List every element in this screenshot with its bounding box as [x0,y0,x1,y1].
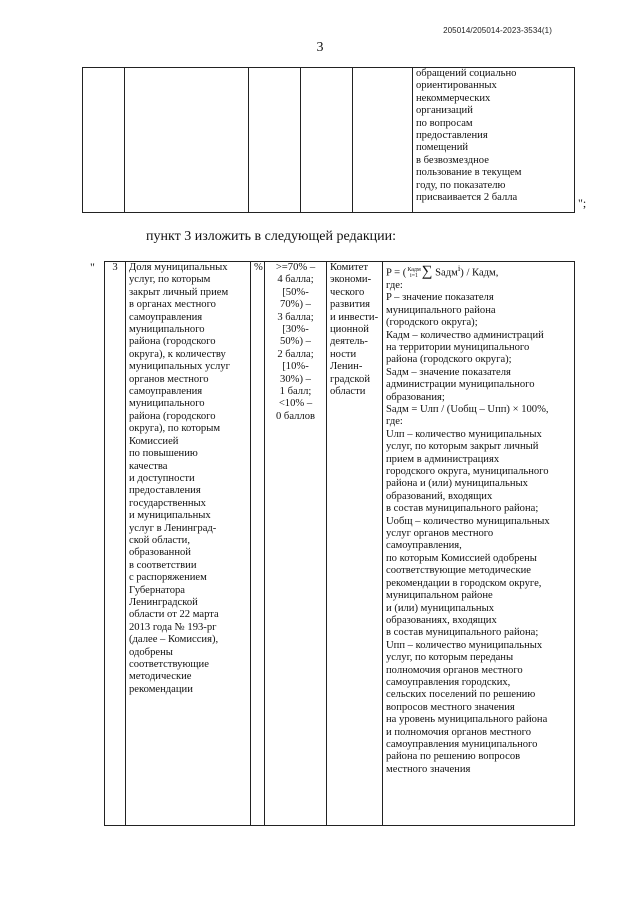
sum-limits [407,267,420,279]
formula-rhs: ) / Кадм, [460,267,499,279]
formula-description: где: P – значение показателя муниципального района (городского округа); Кадм – количество администраций на территории муниципального района (городского округа); Sадм – значение показателя администрации муниципального образования; Sадм = Uлп / (Uобщ – Uпп) × 100%, где: Uлп – количество муниципальных услуг, по которым закрыт личный прием в администрациях городского округа, муниципального района и (или) муниципальных образований, входящих в состав муниципального района; Uобщ – количество муниципальных услуг органов местного самоуправления, по которым Комиссией одобрены соответствующие методические рекомендации в городском округе, муниципальном районе и (или) муниципальных образованиях, входящих в состав муниципального района; Uпп – количество муниципальных услуг, по которым переданы полномочия органов местного самоуправления городских, сельских поселений по решению вопросов местного значения на уровень муниципального района и полномочия органов местного самоуправления муниципального района по решению вопросов местного значения [386,279,550,775]
calculation-method [383,262,575,826]
document-id: 205014/205014-2023-3534(1) [443,26,552,35]
formula [386,262,571,280]
formula-lhs: P = ( [386,267,407,279]
cell-empty [83,68,125,213]
table-main [104,261,575,826]
unit: % [251,262,265,826]
page-number: 3 [316,40,324,55]
closing-quote: "; [578,196,587,210]
scoring-scale: >=70% – 4 балла; [50%- 70%) – 3 балла; [30%- 50%) – 2 балла; [10%- 30%) – 1 балл; <10% – 0 баллов [265,262,327,826]
sum-lower-limit: i=1 [410,273,419,280]
cell-text: обращений социально ориентированных некоммерческих организаций по вопросам предоставления помещений в безвозмездное пользование в текущем году, по показателю присваивается 2 балла [413,68,575,213]
formula-superscript: i [457,263,461,273]
cell-empty [249,68,301,213]
sum-symbol: ∑ [421,263,433,280]
table-row [83,68,575,213]
cell-empty [301,68,353,213]
indicator-name: Доля муниципальных услуг, по которым закрыт личный прием в органах местного самоуправления муниципального района (городского округа), к количеству муниципальных услуг органов местного самоуправления муниципального района (городского округа), по которым Комиссией по повышению качества и доступности предоставления государственных и муниципальных услуг в Ленинград- ской области, образованной в соответствии с распоряжением Губернатора Ленинградской области от 22 марта 2013 года № 193-рг (далее – Комиссия), одобрены соответствующие методические рекомендации [126,262,251,826]
opening-quote: " [90,260,95,274]
cell-empty [125,68,249,213]
sum-upper-limit: Кадм [407,267,421,274]
amendment-heading: пункт 3 изложить в следующей редакции: [146,229,396,244]
table-row [105,262,575,826]
formula-term: Sадм [435,267,458,279]
table-top-continuation [82,67,575,213]
row-number: 3 [105,262,126,826]
responsible-committee: Комитет экономи- ческого развития и инвести- ционной деятель- ности Ленин- градской области [327,262,383,826]
cell-empty [353,68,413,213]
